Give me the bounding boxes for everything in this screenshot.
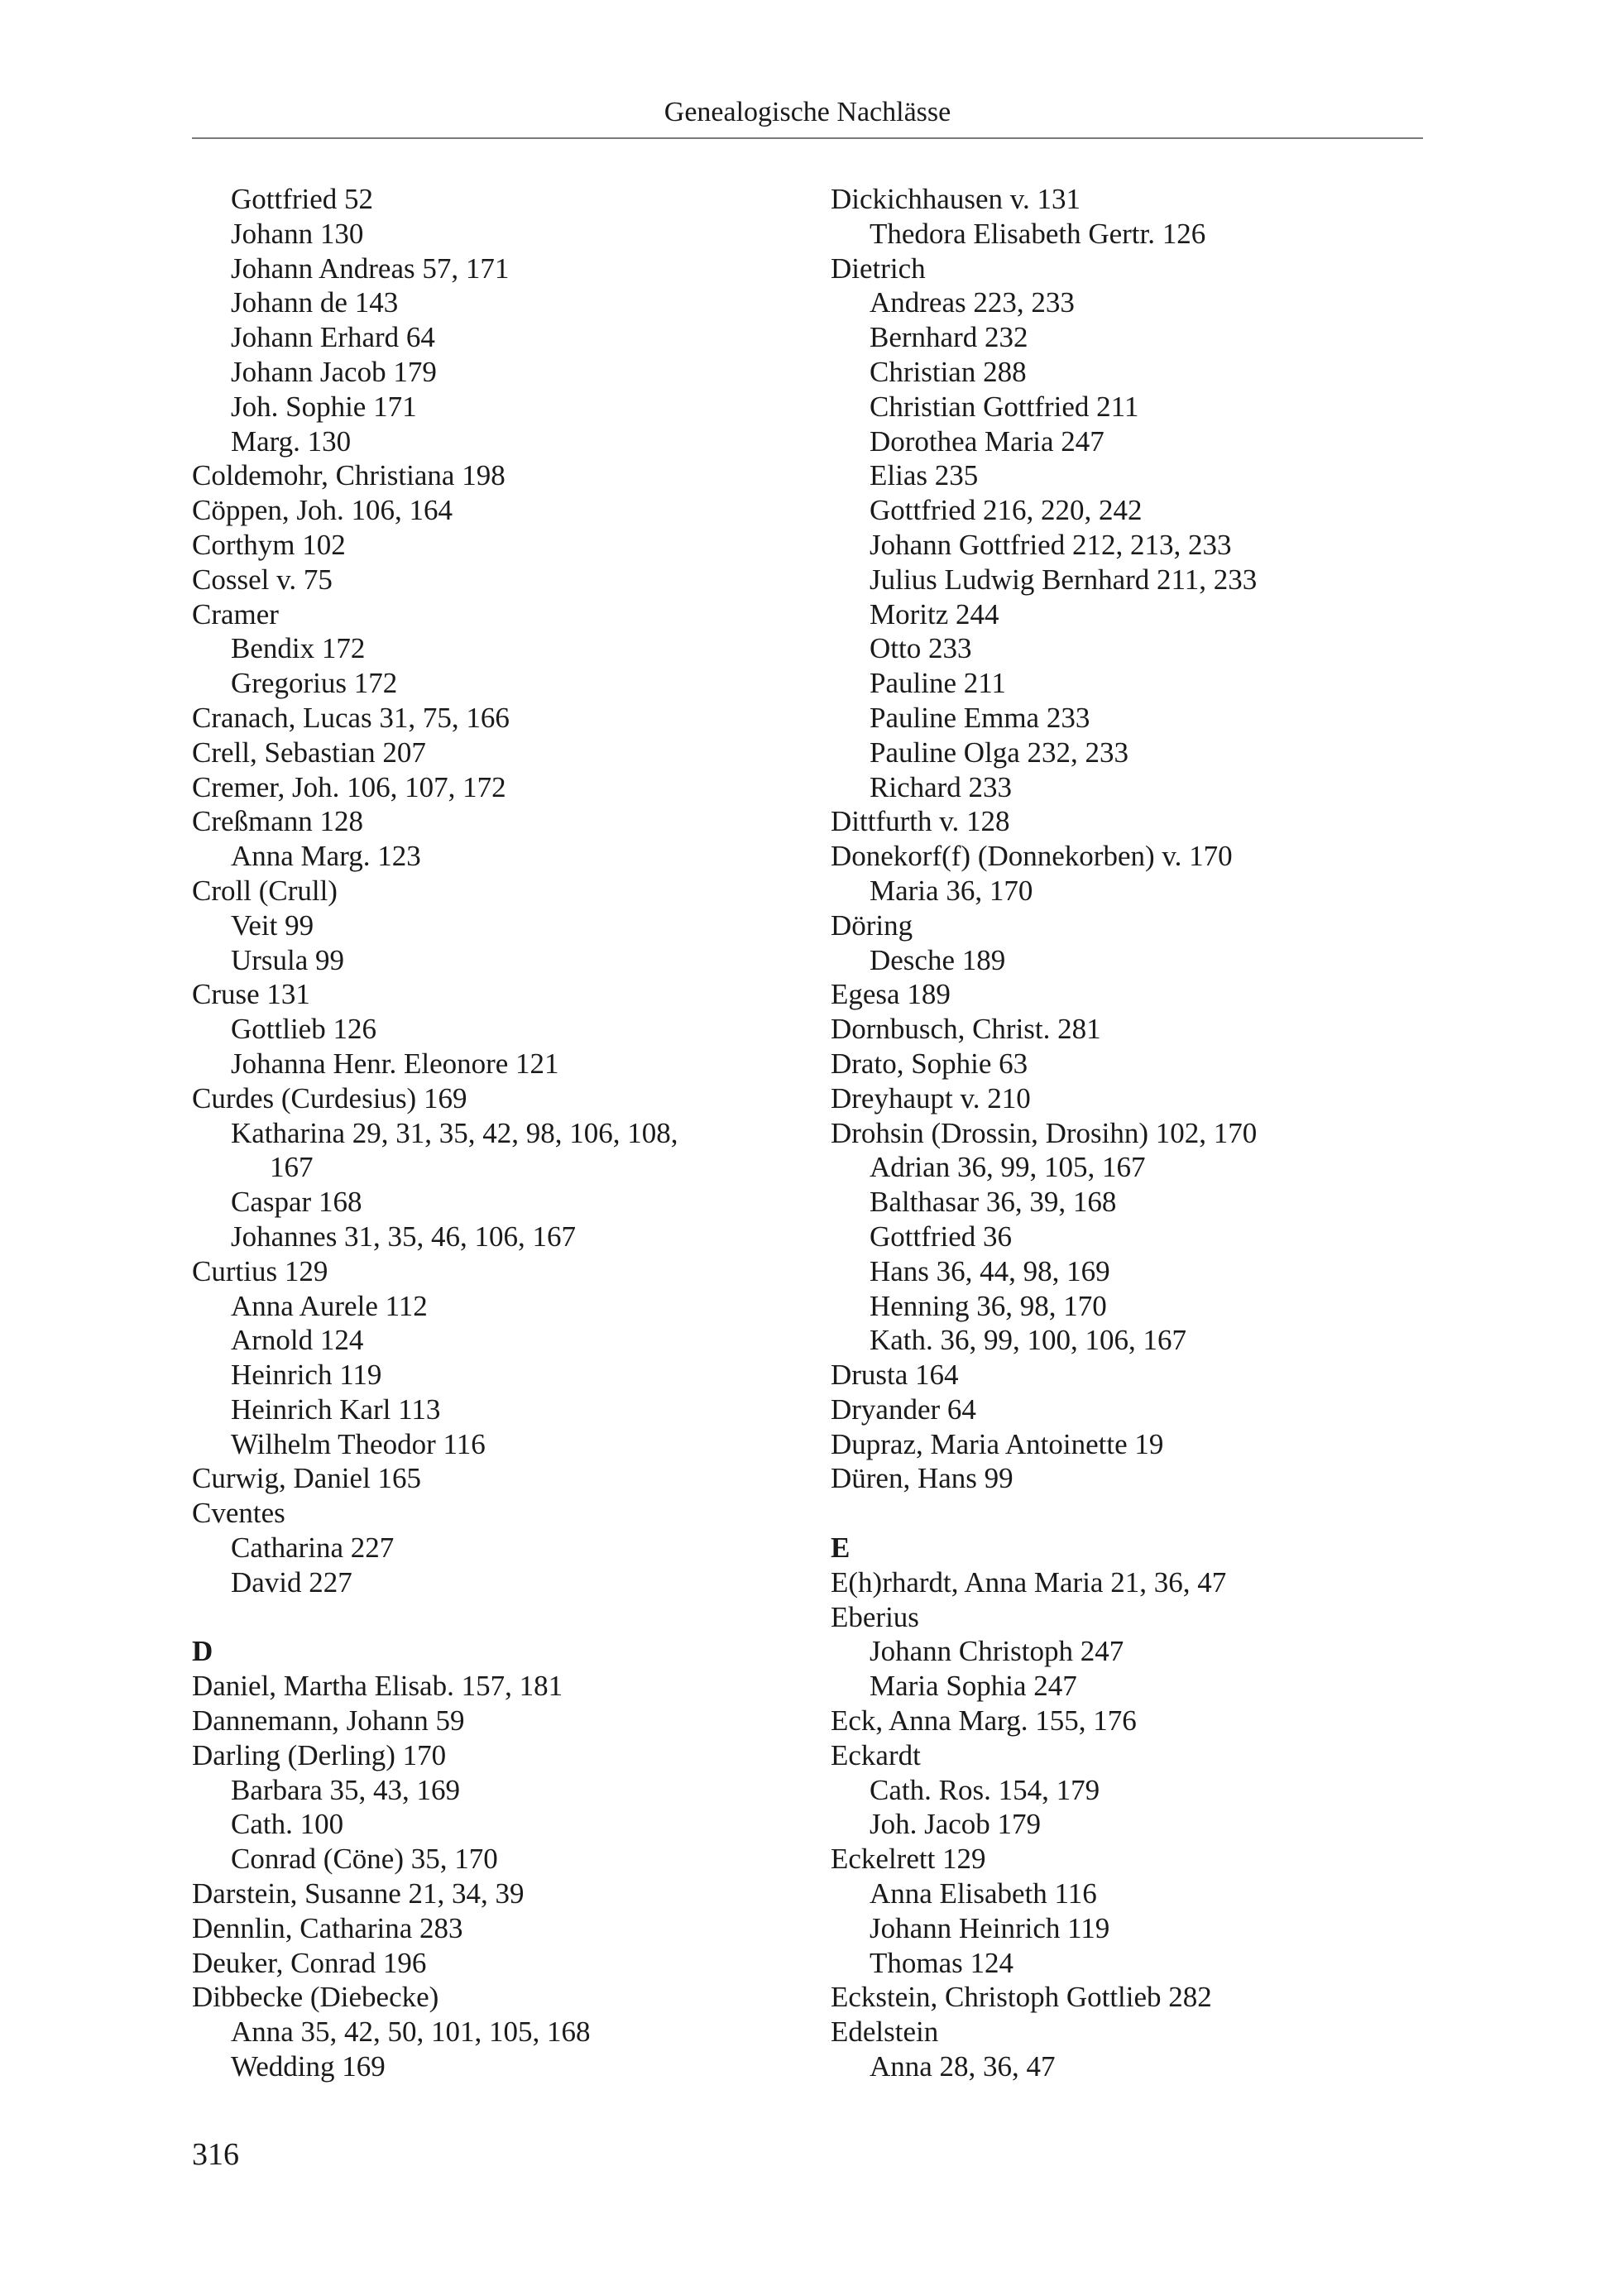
index-subentry: Joh. Jacob 179	[870, 1808, 1042, 1841]
index-entry: Dickichhausen v. 131	[831, 183, 1081, 215]
index-subentry: Richard 233	[870, 770, 1013, 803]
index-subentry: Joh. Sophie 171	[231, 390, 417, 423]
index-entry: Dornbusch, Christ. 281	[831, 1013, 1101, 1046]
index-entry: Eckelrett 129	[831, 1843, 986, 1876]
index-subentry: Gottlieb 126	[231, 1013, 376, 1046]
index-entry: Eberius	[831, 1600, 919, 1633]
index-entry: Cventes	[192, 1497, 285, 1530]
index-entry: Curwig, Daniel 165	[192, 1462, 422, 1495]
index-continuation: 167	[270, 1151, 314, 1184]
index-subentry: Johann Heinrich 119	[870, 1911, 1110, 1944]
index-subentry: Thomas 124	[870, 1946, 1014, 1979]
index-subentry: Anna 28, 36, 47	[870, 2050, 1056, 2083]
index-subentry: Anna Aurele 112	[231, 1289, 428, 1322]
index-entry: Cöppen, Joh. 106, 164	[192, 494, 453, 527]
index-entry: Egesa 189	[831, 978, 951, 1011]
index-entry: Croll (Crull)	[192, 874, 338, 907]
section-letter: E	[831, 1531, 851, 1565]
index-entry: Edelstein	[831, 2016, 939, 2049]
section-spacer	[831, 1496, 1426, 1531]
index-entry: Dannemann, Johann 59	[192, 1704, 465, 1738]
index-subentry: Gottfried 52	[231, 183, 374, 215]
index-subentry: Anna Marg. 123	[231, 840, 421, 873]
index-subentry: Heinrich Karl 113	[231, 1392, 441, 1426]
index-subentry: Desche 189	[870, 943, 1006, 976]
index-entry: Cranach, Lucas 31, 75, 166	[192, 701, 510, 734]
index-subentry: Hans 36, 44, 98, 169	[870, 1254, 1110, 1287]
index-subentry: Pauline Olga 232, 233	[870, 736, 1129, 769]
index-subentry: Andreas 223, 233	[870, 286, 1075, 319]
index-entry: Döring	[831, 908, 913, 942]
index-entry: Donekorf(f) (Donnekorben) v. 170	[831, 840, 1233, 873]
index-subentry: Thedora Elisabeth Gertr. 126	[870, 217, 1206, 250]
index-entry: Eck, Anna Marg. 155, 176	[831, 1704, 1137, 1738]
index-entry: Düren, Hans 99	[831, 1462, 1013, 1495]
index-subentry: Johannes 31, 35, 46, 106, 167	[231, 1220, 577, 1253]
index-column-right	[831, 182, 1426, 2084]
page-number: 316	[192, 2137, 239, 2172]
index-entry: Eckstein, Christoph Gottlieb 282	[831, 1981, 1212, 2014]
index-subentry: Veit 99	[231, 908, 314, 942]
index-subentry: Wedding 169	[231, 2050, 386, 2083]
index-entry: E(h)rhardt, Anna Maria 21, 36, 47	[831, 1565, 1227, 1599]
index-entry: Dreyhaupt v. 210	[831, 1081, 1031, 1114]
index-subentry: Pauline Emma 233	[870, 701, 1090, 734]
index-subentry: Christian Gottfried 211	[870, 390, 1139, 423]
index-entry: Daniel, Martha Elisab. 157, 181	[192, 1670, 563, 1703]
index-entry: Dennlin, Catharina 283	[192, 1911, 463, 1944]
index-subentry: Wilhelm Theodor 116	[231, 1427, 486, 1460]
index-entry: Darling (Derling) 170	[192, 1738, 447, 1771]
index-subentry: Julius Ludwig Bernhard 211, 233	[870, 563, 1258, 596]
index-entry: Cramer	[192, 597, 279, 630]
index-subentry: David 227	[231, 1565, 352, 1599]
index-subentry: Pauline 211	[870, 667, 1006, 700]
index-subentry: Arnold 124	[231, 1324, 364, 1357]
index-subentry: Johann Jacob 179	[231, 355, 437, 388]
index-entry: Creßmann 128	[192, 805, 364, 838]
index-entry: Drohsin (Drossin, Drosihn) 102, 170	[831, 1116, 1258, 1149]
index-subentry: Johann Erhard 64	[231, 321, 435, 354]
index-subentry: Anna Elisabeth 116	[870, 1877, 1097, 1910]
index-entry: Dryander 64	[831, 1392, 976, 1426]
index-entry: Darstein, Susanne 21, 34, 39	[192, 1877, 525, 1910]
index-subentry: Otto 233	[870, 632, 972, 665]
index-subentry: Gottfried 216, 220, 242	[870, 494, 1143, 527]
index-subentry: Johann de 143	[231, 286, 399, 319]
index-subentry: Bendix 172	[231, 632, 366, 665]
index-entry: Coldemohr, Christiana 198	[192, 459, 506, 492]
index-subentry: Anna 35, 42, 50, 101, 105, 168	[231, 2016, 591, 2049]
index-subentry: Johann Andreas 57, 171	[231, 252, 510, 285]
index-subentry: Maria Sophia 247	[870, 1670, 1077, 1703]
index-entry: Dietrich	[831, 252, 926, 285]
index-subentry: Gregorius 172	[231, 667, 398, 700]
index-entry: Dibbecke (Diebecke)	[192, 1981, 439, 2014]
index-subentry: Cath. Ros. 154, 179	[870, 1773, 1100, 1806]
index-subentry: Elias 235	[870, 459, 979, 492]
index-entry: Crell, Sebastian 207	[192, 736, 426, 769]
index-subentry: Johann Gottfried 212, 213, 233	[870, 528, 1232, 561]
section-letter: D	[192, 1635, 213, 1668]
index-subentry: Caspar 168	[231, 1186, 362, 1219]
index-subentry: Dorothea Maria 247	[870, 424, 1104, 458]
index-subentry: Cath. 100	[231, 1808, 344, 1841]
index-entry: Dupraz, Maria Antoinette 19	[831, 1427, 1164, 1460]
index-subentry: Adrian 36, 99, 105, 167	[870, 1151, 1146, 1184]
section-spacer	[192, 1600, 788, 1635]
index-subentry: Maria 36, 170	[870, 874, 1033, 907]
index-entry: Curtius 129	[192, 1254, 328, 1287]
index-entry: Cossel v. 75	[192, 563, 333, 596]
index-entry: Deuker, Conrad 196	[192, 1946, 427, 1979]
index-subentry: Kath. 36, 99, 100, 106, 167	[870, 1324, 1187, 1357]
index-subentry: Johann 130	[231, 217, 364, 250]
index-subentry: Balthasar 36, 39, 168	[870, 1186, 1117, 1219]
index-subentry: Ursula 99	[231, 943, 345, 976]
index-entry: Dittfurth v. 128	[831, 805, 1010, 838]
header-rule	[192, 137, 1423, 139]
index-entry: Cremer, Joh. 106, 107, 172	[192, 770, 506, 803]
index-subentry: Bernhard 232	[870, 321, 1028, 354]
index-subentry: Johanna Henr. Eleonore 121	[231, 1047, 559, 1080]
index-subentry: Henning 36, 98, 170	[870, 1289, 1107, 1322]
index-subentry: Heinrich 119	[231, 1359, 382, 1392]
index-subentry: Christian 288	[870, 355, 1027, 388]
index-entry: Corthym 102	[192, 528, 346, 561]
index-subentry: Johann Christoph 247	[870, 1635, 1124, 1668]
index-subentry: Barbara 35, 43, 169	[231, 1773, 461, 1806]
index-subentry: Moritz 244	[870, 597, 999, 630]
running-header: Genealogische Nachlässe	[664, 97, 951, 127]
index-entry: Curdes (Curdesius) 169	[192, 1081, 467, 1114]
index-column-left	[192, 182, 788, 2084]
index-entry: Drato, Sophie 63	[831, 1047, 1028, 1080]
index-subentry: Katharina 29, 31, 35, 42, 98, 106, 108,	[231, 1116, 678, 1149]
index-entry: Drusta 164	[831, 1359, 959, 1392]
index-subentry: Catharina 227	[231, 1531, 395, 1565]
index-subentry: Gottfried 36	[870, 1220, 1013, 1253]
index-subentry: Marg. 130	[231, 424, 352, 458]
index-entry: Eckardt	[831, 1738, 921, 1771]
index-entry: Cruse 131	[192, 978, 310, 1011]
index-subentry: Conrad (Cöne) 35, 170	[231, 1843, 498, 1876]
